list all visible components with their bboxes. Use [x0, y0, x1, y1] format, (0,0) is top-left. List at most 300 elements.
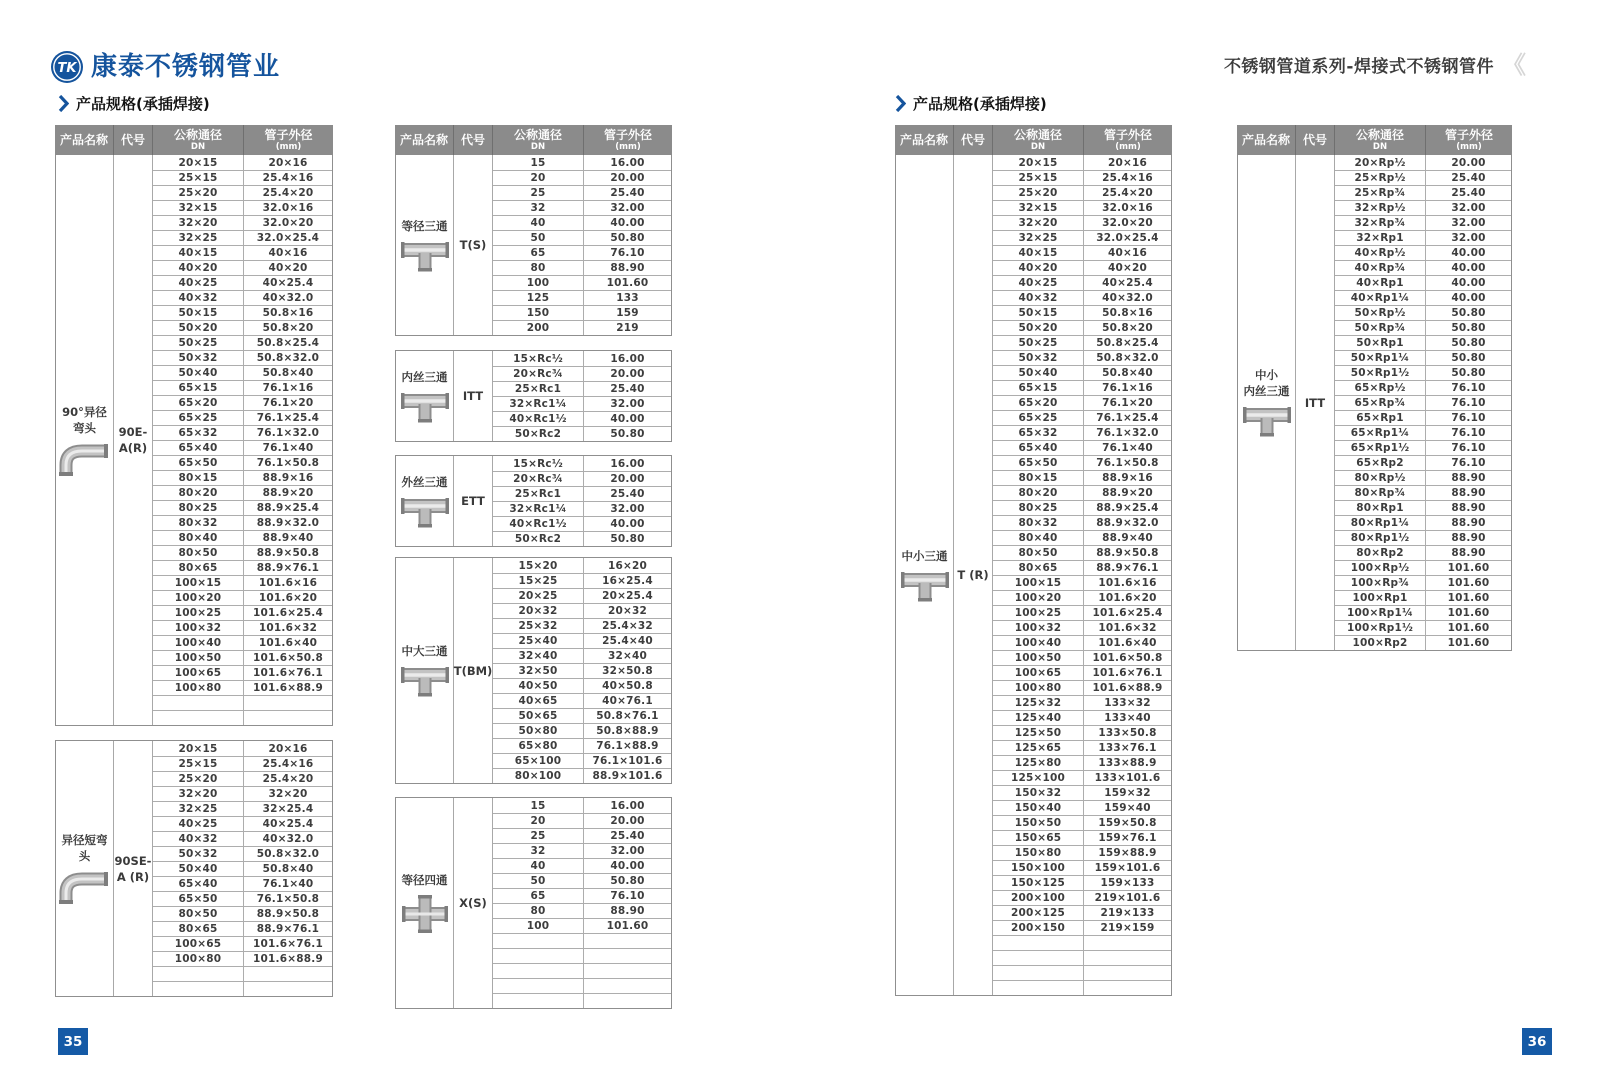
od-cell: 50.8×25.4	[1096, 337, 1159, 349]
table-body	[55, 155, 333, 726]
dn-cell: 15	[493, 798, 584, 813]
od-cell: 40×32.0	[262, 292, 314, 304]
dn-cell: 80×40	[993, 531, 1084, 545]
dn-cell: 150×125	[993, 876, 1084, 890]
product-code-cell: T(BM)	[454, 558, 493, 783]
od-cell: 133×50.8	[1098, 727, 1157, 739]
dn-cell: 65×15	[153, 381, 244, 395]
svg-text:TK: TK	[57, 61, 77, 76]
table-row	[1335, 515, 1511, 530]
table-row	[153, 921, 332, 936]
od-cell: 101.60	[1447, 592, 1490, 604]
dn-cell: 65×40	[153, 877, 244, 891]
od-cell: 76.10	[610, 247, 645, 259]
table-row	[153, 605, 332, 620]
table-row	[993, 650, 1171, 665]
od-cell: 25.4×16	[262, 172, 314, 184]
table-row	[1335, 260, 1511, 275]
od-cell: 159×40	[1104, 802, 1151, 814]
od-cell: 76.10	[1451, 457, 1486, 469]
col-header-code: 代号	[453, 125, 492, 155]
od-cell: 50.8×20	[262, 322, 314, 334]
dn-cell: 40×32	[153, 832, 244, 846]
chevron-right-icon	[58, 95, 69, 112]
elbow-product-photo-icon	[59, 869, 111, 905]
dn-cell: 25×20	[153, 772, 244, 786]
dn-cell: 100	[493, 919, 584, 933]
dn-cell: 80	[493, 261, 584, 275]
table-row	[1335, 545, 1511, 560]
table-row	[1335, 575, 1511, 590]
dn-cell: 80×Rp¾	[1335, 486, 1426, 500]
dn-cell: 125×100	[993, 771, 1084, 785]
od-cell: 50.8×16	[1102, 307, 1153, 319]
dn-cell: 200×100	[993, 891, 1084, 905]
od-cell: 20×16	[268, 156, 308, 169]
col-header-code: 代号	[1295, 125, 1334, 155]
table-row	[993, 365, 1171, 380]
od-cell: 76.1×25.4	[1096, 412, 1159, 424]
od-cell: 40×25.4	[1102, 277, 1153, 289]
dn-cell	[153, 711, 244, 725]
table-row	[993, 785, 1171, 800]
table-row	[153, 876, 332, 891]
od-cell: 40×16	[268, 247, 308, 259]
dn-cell: 32×15	[993, 201, 1084, 215]
table-row	[153, 335, 332, 350]
dn-cell: 100×25	[993, 606, 1084, 620]
table-row	[993, 245, 1171, 260]
od-cell: 50.8×20	[1102, 322, 1153, 334]
product-code-cell: ETT	[454, 456, 493, 546]
table-header-row	[895, 125, 1172, 155]
dn-cell: 15	[493, 155, 584, 170]
table-body	[1237, 155, 1512, 651]
section-title: 产品规格(承插焊接)	[913, 95, 1047, 113]
dn-cell: 50×20	[993, 321, 1084, 335]
table-row	[993, 470, 1171, 485]
dn-cell	[993, 951, 1084, 965]
od-cell: 50.8×76.1	[596, 710, 659, 722]
table-row	[993, 350, 1171, 365]
od-cell: 32×25.4	[262, 803, 314, 815]
dn-cell	[993, 981, 1084, 995]
col-header-dn: 公称通径 DN	[1334, 125, 1425, 155]
od-cell: 32×40	[607, 650, 648, 662]
od-cell: 25.4×16	[1102, 172, 1153, 184]
dn-cell: 40×25	[993, 276, 1084, 290]
od-cell: 159	[616, 307, 639, 319]
table-row	[493, 768, 671, 783]
od-cell: 76.1×20	[1102, 397, 1153, 409]
product-code-cell: T(S)	[454, 155, 493, 335]
dn-cell: 40×Rc1½	[493, 412, 584, 426]
od-cell: 32.00	[1451, 217, 1486, 229]
dn-cell: 40	[493, 216, 584, 230]
od-cell: 25.40	[610, 830, 645, 842]
dn-cell: 15×Rc½	[493, 351, 584, 366]
dn-cell: 25×15	[993, 171, 1084, 185]
table-row	[153, 846, 332, 861]
table-row	[1335, 170, 1511, 185]
od-cell: 50.8×16	[262, 307, 314, 319]
dn-cell: 65×15	[993, 381, 1084, 395]
size-rows	[493, 155, 671, 335]
dn-cell: 65×Rp2	[1335, 456, 1426, 470]
company-logo	[50, 50, 280, 84]
od-cell: 40.00	[610, 860, 645, 872]
dn-cell: 40×32	[993, 291, 1084, 305]
table-row	[993, 155, 1171, 170]
dn-cell: 32×Rp¾	[1335, 216, 1426, 230]
table-row	[153, 275, 332, 290]
dn-cell	[493, 964, 584, 978]
od-cell: 101.60	[1447, 562, 1490, 574]
product-name-cell	[396, 456, 454, 546]
od-cell: 88.90	[610, 262, 645, 274]
table-row	[493, 678, 671, 693]
table-row	[993, 905, 1171, 920]
dn-cell: 25×Rc1	[493, 487, 584, 501]
product-code-cell: T (R)	[954, 155, 993, 995]
dn-cell: 80×Rp½	[1335, 471, 1426, 485]
dn-cell: 100×65	[153, 937, 244, 951]
od-cell: 101.6×25.4	[1092, 607, 1163, 619]
dn-cell: 100×20	[153, 591, 244, 605]
table-row	[993, 305, 1171, 320]
table-row	[993, 215, 1171, 230]
od-cell: 88.90	[1451, 547, 1486, 559]
od-cell: 101.6×88.9	[253, 953, 323, 965]
od-cell: 101.6×76.1	[1092, 667, 1163, 679]
dn-cell: 25×20	[993, 186, 1084, 200]
od-cell: 219×101.6	[1094, 892, 1161, 904]
table-row	[993, 395, 1171, 410]
dn-cell: 65	[493, 889, 584, 903]
od-cell: 76.1×40	[262, 442, 314, 454]
dn-cell: 65×20	[993, 396, 1084, 410]
dn-cell: 150×80	[993, 846, 1084, 860]
product-name-cell	[56, 155, 114, 725]
od-cell: 133×101.6	[1094, 772, 1161, 784]
table-row	[993, 425, 1171, 440]
od-cell: 101.6×25.4	[253, 607, 323, 619]
od-cell: 88.9×16	[262, 472, 314, 484]
dn-cell: 40×Rp½	[1335, 246, 1426, 260]
dn-cell: 20×15	[153, 155, 244, 170]
tee-product-photo-icon	[399, 239, 451, 273]
product-code-cell: 90SE- A (R)	[114, 741, 153, 996]
table-row	[153, 981, 332, 996]
table-row	[153, 305, 332, 320]
table-row	[1335, 320, 1511, 335]
dn-cell: 40×15	[153, 246, 244, 260]
table-row	[153, 801, 332, 816]
dn-cell: 40×50	[493, 679, 584, 693]
table-row	[493, 603, 671, 618]
spec-table-equal-cross	[395, 797, 672, 1009]
table-row	[153, 756, 332, 771]
dn-cell: 100×40	[993, 636, 1084, 650]
od-cell: 32×50.8	[602, 665, 653, 677]
od-cell	[1084, 981, 1171, 995]
dn-cell: 100×15	[993, 576, 1084, 590]
od-cell	[1084, 936, 1171, 950]
size-rows	[153, 155, 332, 725]
table-row	[153, 891, 332, 906]
dn-cell: 32	[493, 201, 584, 215]
dn-cell: 50×15	[153, 306, 244, 320]
product-name-cell	[1238, 155, 1296, 650]
od-cell: 40.00	[610, 413, 645, 425]
table-row	[153, 710, 332, 725]
elbow-product-photo-icon	[59, 441, 111, 477]
od-cell: 50.8×32.0	[256, 352, 320, 364]
col-header-code: 代号	[113, 125, 152, 155]
table-row	[1335, 200, 1511, 215]
table-row	[153, 455, 332, 470]
od-cell: 101.6×40	[1098, 637, 1157, 649]
od-cell: 159×133	[1100, 877, 1155, 889]
dn-cell: 32×20	[153, 216, 244, 230]
page-number-left: 35	[58, 1028, 88, 1055]
od-cell: 101.60	[1447, 577, 1490, 589]
od-cell: 76.1×101.6	[592, 755, 663, 767]
dn-cell: 50×40	[993, 366, 1084, 380]
dn-cell: 32×25	[153, 802, 244, 816]
table-header-row	[55, 125, 333, 155]
table-row	[493, 456, 671, 471]
od-cell: 32.0×16	[1102, 202, 1153, 214]
od-cell: 25.40	[610, 383, 645, 395]
product-name: 中大三通	[401, 644, 448, 658]
table-row	[153, 906, 332, 921]
table-row	[493, 723, 671, 738]
table-row	[493, 215, 671, 230]
od-cell: 101.6×32	[1098, 622, 1157, 634]
table-row	[493, 663, 671, 678]
od-cell: 20.00	[610, 368, 645, 380]
table-row	[1335, 305, 1511, 320]
table-row	[1335, 290, 1511, 305]
table-row	[993, 185, 1171, 200]
table-body	[395, 350, 672, 442]
od-cell: 133×32	[1104, 697, 1151, 709]
dn-cell: 25	[493, 829, 584, 843]
od-cell: 32.0×25.4	[1096, 232, 1159, 244]
table-row	[993, 725, 1171, 740]
dn-cell: 80×50	[153, 907, 244, 921]
table-row	[493, 351, 671, 366]
dn-cell: 40×Rc1½	[493, 517, 584, 531]
od-cell: 40×16	[1107, 247, 1148, 259]
dn-cell: 32×50	[493, 664, 584, 678]
table-row	[153, 410, 332, 425]
od-cell: 76.1×16	[1102, 382, 1153, 394]
tee-product-photo-icon	[899, 569, 951, 603]
col-header-code: 代号	[953, 125, 992, 155]
table-row	[993, 545, 1171, 560]
dn-cell: 80×15	[993, 471, 1084, 485]
table-row	[993, 290, 1171, 305]
size-rows	[1335, 155, 1511, 650]
dn-cell: 50	[493, 231, 584, 245]
od-cell: 50.8×88.9	[596, 725, 659, 737]
table-row	[493, 230, 671, 245]
dn-cell: 32	[493, 844, 584, 858]
od-cell: 16×25.4	[602, 575, 653, 587]
table-row	[993, 740, 1171, 755]
table-row	[493, 486, 671, 501]
dn-cell: 125×32	[993, 696, 1084, 710]
dn-cell: 100×Rp1	[1335, 591, 1426, 605]
od-cell: 88.90	[1451, 502, 1486, 514]
od-cell: 133×76.1	[1098, 742, 1157, 754]
od-cell: 40.00	[1451, 277, 1486, 289]
dn-cell: 50×Rc2	[493, 427, 584, 441]
table-row	[153, 695, 332, 710]
od-cell: 101.6×40	[258, 637, 318, 649]
dn-cell	[493, 949, 584, 963]
product-name: 异径短弯头	[61, 833, 108, 863]
od-cell: 76.1×50.8	[256, 457, 320, 469]
table-row	[1335, 380, 1511, 395]
dn-cell: 125×80	[993, 756, 1084, 770]
spec-table-internal-thread-tee	[395, 350, 672, 442]
od-cell: 133	[616, 292, 639, 304]
table-row	[1335, 440, 1511, 455]
spec-table-90-reducing-elbow	[55, 125, 333, 726]
dn-cell: 65×32	[993, 426, 1084, 440]
dn-cell: 100×Rp¾	[1335, 576, 1426, 590]
dn-cell: 50×Rp1¼	[1335, 351, 1426, 365]
od-cell: 101.60	[1447, 622, 1490, 634]
table-row	[1335, 350, 1511, 365]
od-cell: 88.9×20	[1102, 487, 1153, 499]
dn-cell: 100×65	[153, 666, 244, 680]
dn-cell: 100	[493, 276, 584, 290]
od-cell: 40×32.0	[1102, 292, 1153, 304]
od-cell	[244, 711, 332, 725]
table-row	[493, 618, 671, 633]
table-row	[1335, 215, 1511, 230]
dn-cell: 50×25	[993, 336, 1084, 350]
od-cell: 159×76.1	[1098, 832, 1157, 844]
table-row	[153, 155, 332, 170]
od-cell: 50.8×40	[262, 863, 314, 875]
table-row	[493, 200, 671, 215]
table-row	[993, 875, 1171, 890]
dn-cell: 32×20	[993, 216, 1084, 230]
table-row	[153, 635, 332, 650]
od-cell	[244, 696, 332, 710]
table-row	[493, 558, 671, 573]
dn-cell: 50×Rp½	[1335, 306, 1426, 320]
od-cell: 32.0×16	[262, 202, 314, 214]
od-cell	[1084, 966, 1171, 980]
dn-cell: 100×80	[153, 952, 244, 966]
od-cell	[244, 967, 332, 981]
od-cell: 88.9×76.1	[1096, 562, 1159, 574]
od-cell: 101.6×20	[258, 592, 318, 604]
dn-cell: 80	[493, 904, 584, 918]
dn-cell: 100×Rp1¼	[1335, 606, 1426, 620]
od-cell: 159×50.8	[1098, 817, 1157, 829]
tee-product-photo-icon	[399, 664, 451, 698]
dn-cell	[153, 982, 244, 996]
dn-cell: 100×15	[153, 576, 244, 590]
tee-product-photo-icon	[399, 390, 451, 424]
table-row	[153, 590, 332, 605]
product-name-cell	[896, 155, 954, 995]
table-row	[153, 260, 332, 275]
table-row	[1335, 470, 1511, 485]
dn-cell: 80×Rp1	[1335, 501, 1426, 515]
dn-cell: 50×Rp1	[1335, 336, 1426, 350]
dn-cell: 100×25	[153, 606, 244, 620]
od-cell	[1084, 951, 1171, 965]
dn-cell: 200×150	[993, 921, 1084, 935]
od-cell: 101.6×88.9	[1092, 682, 1163, 694]
table-row	[493, 693, 671, 708]
product-code-cell: 90E- A(R)	[114, 155, 153, 725]
table-row	[493, 290, 671, 305]
table-row	[993, 200, 1171, 215]
dn-cell: 200	[493, 321, 584, 335]
od-cell: 88.9×50.8	[256, 908, 320, 920]
od-cell: 25.4×32	[602, 620, 653, 632]
od-cell: 50.8×40	[1102, 367, 1153, 379]
table-body	[395, 455, 672, 547]
table-header-row	[1237, 125, 1512, 155]
table-row	[493, 648, 671, 663]
page-running-title	[1224, 52, 1526, 77]
table-row	[153, 680, 332, 695]
od-cell: 219×133	[1100, 907, 1155, 919]
od-cell: 88.9×40	[262, 532, 314, 544]
table-row	[493, 978, 671, 993]
size-rows	[153, 741, 332, 996]
od-cell: 25.4×20	[1102, 187, 1153, 199]
table-row	[153, 365, 332, 380]
od-cell: 76.1×50.8	[1096, 457, 1159, 469]
od-cell: 25.4×40	[602, 635, 653, 647]
dn-cell: 150×40	[993, 801, 1084, 815]
dn-cell: 100×80	[153, 681, 244, 695]
dn-cell: 100×40	[153, 636, 244, 650]
table-row	[993, 380, 1171, 395]
table-row	[1335, 335, 1511, 350]
od-cell: 88.9×25.4	[256, 502, 320, 514]
od-cell: 20.00	[610, 473, 645, 485]
spec-table-short-reducing-elbow	[55, 740, 333, 997]
dn-cell: 100×32	[153, 621, 244, 635]
od-cell: 133×40	[1104, 712, 1151, 724]
od-cell: 16×20	[607, 559, 648, 572]
section-header-right	[895, 93, 1047, 114]
table-row	[993, 680, 1171, 695]
table-row	[1335, 425, 1511, 440]
product-name-cell	[56, 741, 114, 996]
od-cell: 20×32	[607, 605, 648, 617]
od-cell: 88.90	[1451, 517, 1486, 529]
table-row	[993, 515, 1171, 530]
dn-cell: 50	[493, 874, 584, 888]
table-row	[493, 170, 671, 185]
product-name-cell	[396, 155, 454, 335]
table-row	[153, 500, 332, 515]
dn-cell: 50×Rp¾	[1335, 321, 1426, 335]
